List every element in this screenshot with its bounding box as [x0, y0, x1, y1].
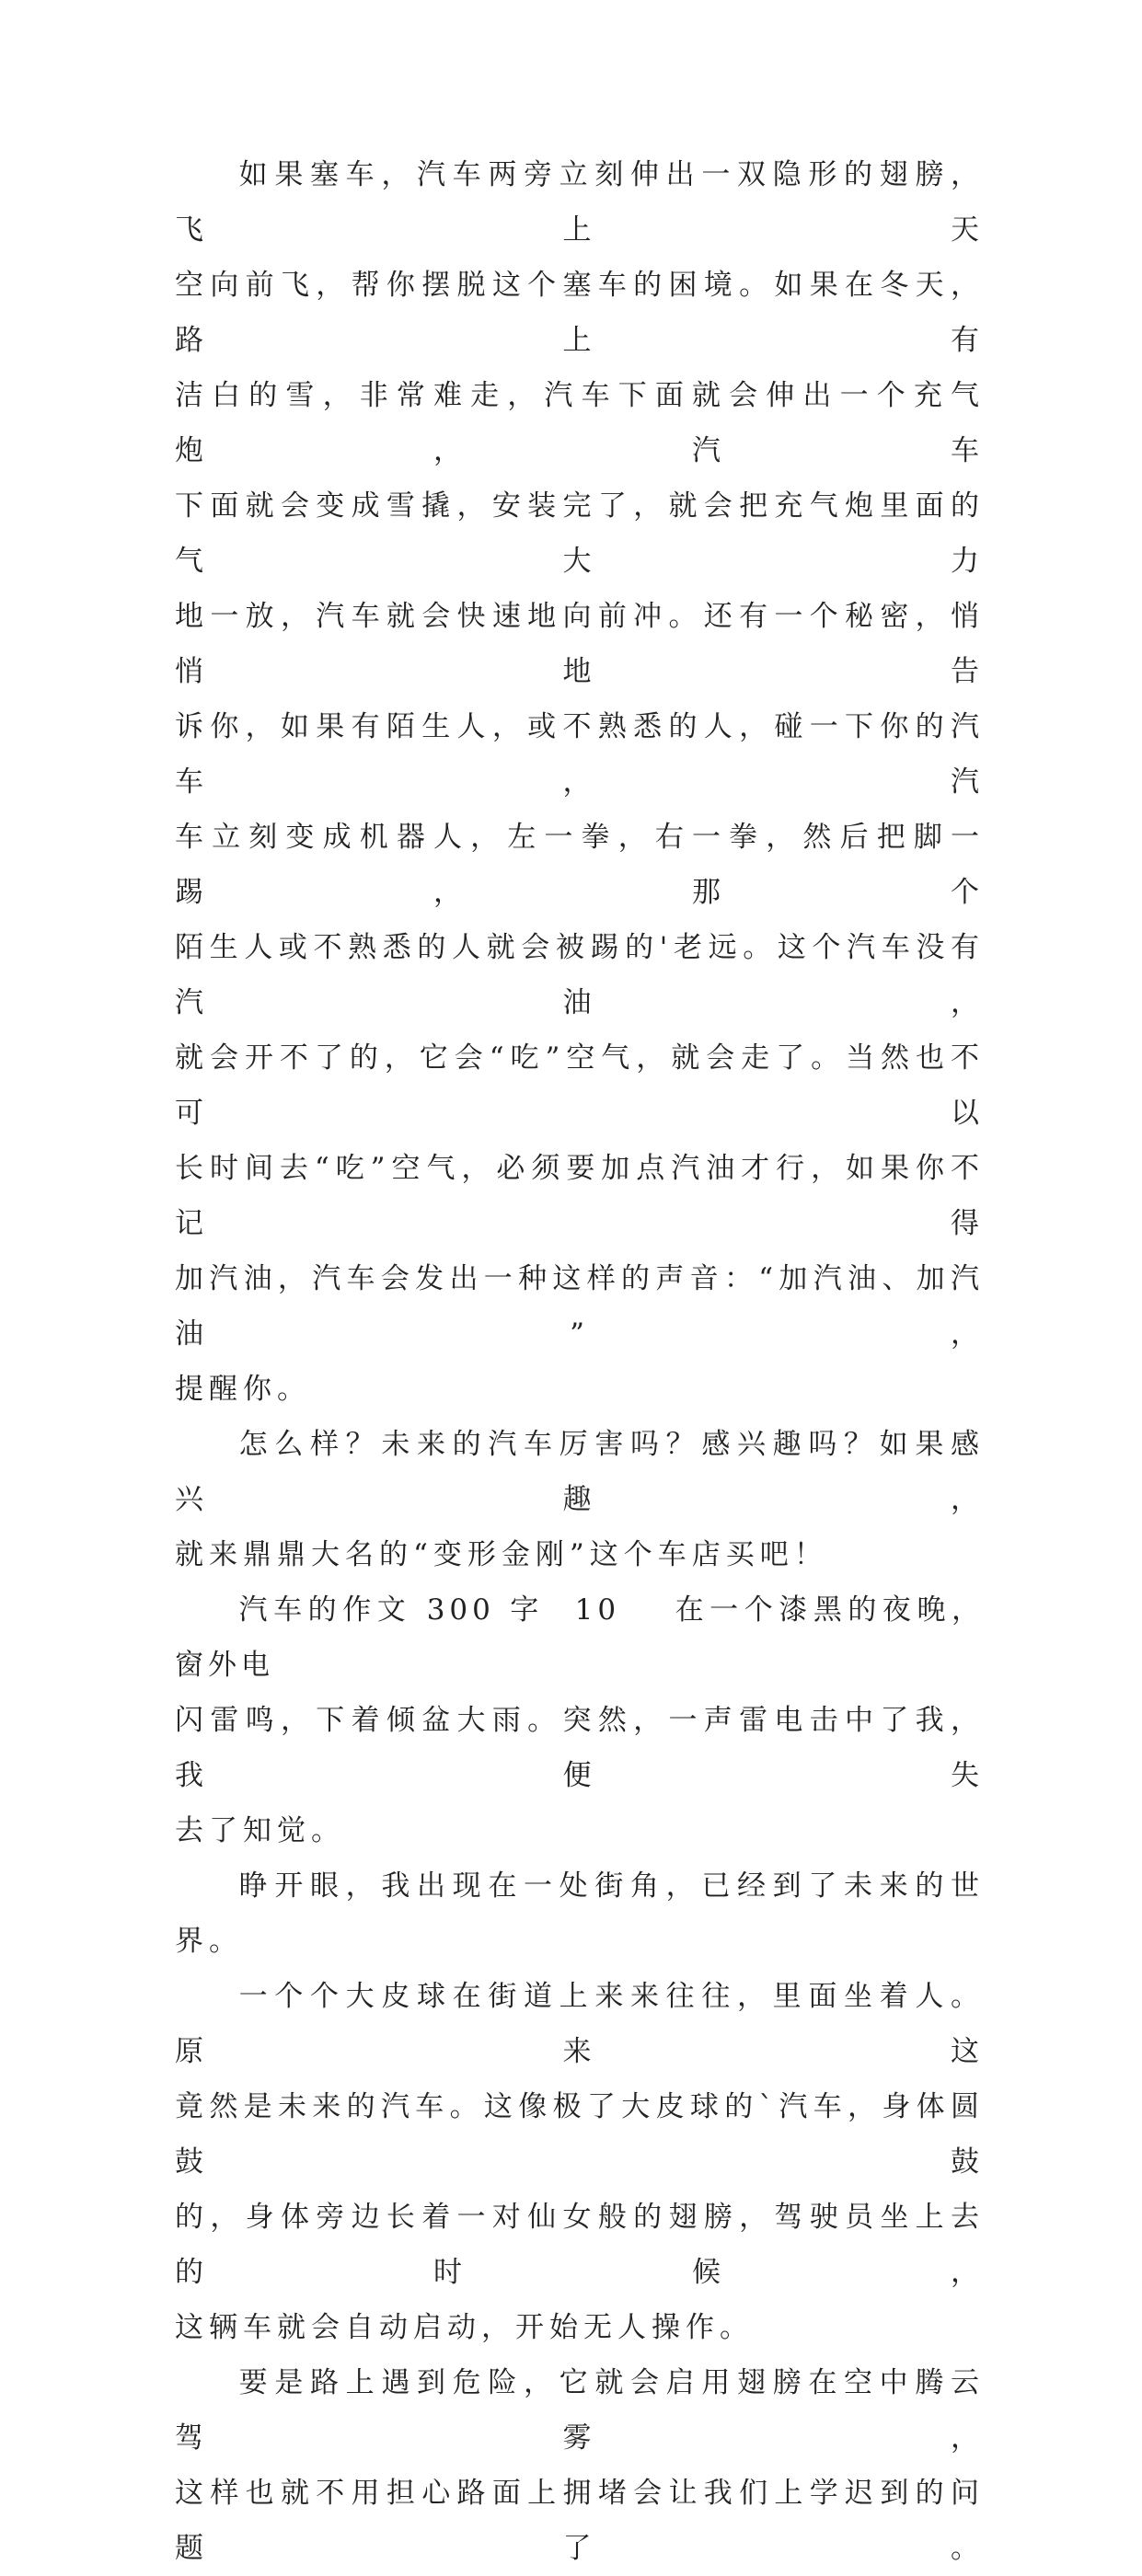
- text-line: 如果塞车，汽车两旁立刻伸出一双隐形的翅膀，飞上天: [175, 158, 985, 247]
- text-line: 这辆车就会自动启动，开始无人操作。: [175, 2311, 754, 2344]
- text-line: 诉你，如果有陌生人，或不熟悉的人，碰一下你的汽车，汽: [175, 710, 985, 799]
- paragraph: [175, 1417, 985, 1582]
- text-line: 地一放，汽车就会快速地向前冲。还有一个秘密，悄悄地告: [175, 600, 985, 688]
- paragraph: [175, 1969, 985, 2355]
- text-line: 长时间去“吃”空气，必须要加点汽油才行，如果你不记得: [175, 1152, 985, 1240]
- text-line: 要是路上遇到危险，它就会启用翅膀在空中腾云驾雾，: [175, 2366, 985, 2455]
- text-line: 空向前飞，帮你摆脱这个塞车的困境。如果在冬天，路上有: [175, 269, 985, 357]
- text-line: 提醒你。: [175, 1373, 311, 1406]
- text-line: 竟然是未来的汽车。这像极了大皮球的`汽车，身体圆鼓鼓: [175, 2090, 985, 2179]
- text-line: 一个个大皮球在街道上来来往往，里面坐着人。原来这: [175, 1980, 985, 2068]
- text-line: 汽车的作文 300 字 10 在一个漆黑的夜晚，窗外电: [175, 1593, 986, 1682]
- paragraph: [175, 2355, 985, 2576]
- paragraph: [175, 1858, 985, 1969]
- text-line: 这样也就不用担心路面上拥堵会让我们上学迟到的问题了。: [175, 2477, 985, 2565]
- text-line: 下面就会变成雪撬，安装完了，就会把充气炮里面的气大力: [175, 489, 985, 578]
- text-line: 加汽油，汽车会发出一种这样的声音：“加汽油、加汽油”，: [175, 1262, 985, 1351]
- paragraph: [175, 147, 985, 1417]
- text-line: 就来鼎鼎大名的“变形金刚”这个车店买吧！: [175, 1538, 828, 1571]
- text-line: 车立刻变成机器人，左一拳，右一拳，然后把脚一踢，那个: [175, 821, 985, 909]
- text-line: 去了知觉。: [175, 1814, 345, 1847]
- text-line: 怎么样？未来的汽车厉害吗？感兴趣吗？如果感兴趣，: [175, 1428, 985, 1516]
- text-line: 洁白的雪，非常难走，汽车下面就会伸出一个充气炮，汽车: [175, 379, 985, 467]
- section-heading: 汽车的作文 300 字 10: [237, 1593, 621, 1627]
- paragraph: [175, 1582, 985, 1858]
- text-line: 睁开眼，我出现在一处街角，已经到了未来的世界。: [175, 1869, 985, 1958]
- text-line: 的，身体旁边长着一对仙女般的翅膀，驾驶员坐上去的时候，: [175, 2201, 985, 2289]
- text-line: 闪雷鸣，下着倾盆大雨。突然，一声雷电击中了我，我便失: [175, 1704, 985, 1792]
- document-body: [175, 147, 985, 2576]
- text-line: 就会开不了的，它会“吃”空气，就会走了。当然也不可以: [175, 1041, 985, 1130]
- text-line: 陌生人或不熟悉的人就会被踢的'老远。这个汽车没有汽油，: [175, 931, 985, 1019]
